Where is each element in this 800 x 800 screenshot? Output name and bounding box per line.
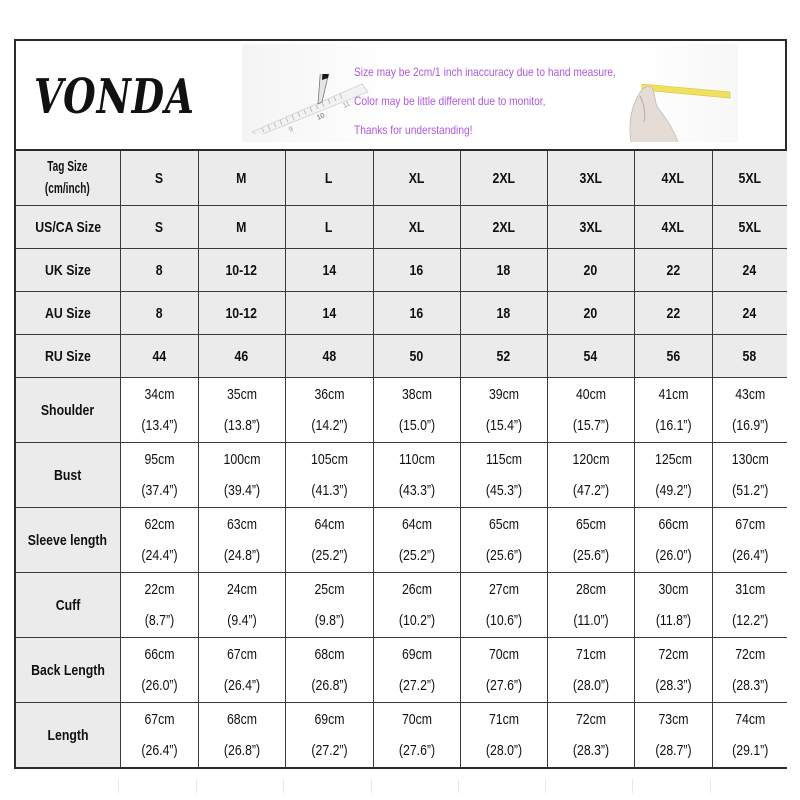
cell: 39cm (15.4”) bbox=[460, 378, 547, 443]
row-label: Length bbox=[16, 703, 120, 768]
cell: 44 bbox=[120, 335, 198, 378]
cell: 2XL bbox=[460, 151, 547, 206]
cell: 68cm (26.8”) bbox=[285, 638, 373, 703]
cell: 10-12 bbox=[198, 292, 285, 335]
cell: 67cm (26.4”) bbox=[120, 703, 198, 768]
cell: 20 bbox=[547, 249, 634, 292]
cell: 64cm (25.2”) bbox=[285, 508, 373, 573]
cell: 73cm (28.7”) bbox=[634, 703, 712, 768]
cell: 16 bbox=[373, 249, 460, 292]
cell: 14 bbox=[285, 292, 373, 335]
cell: 130cm (51.2”) bbox=[712, 443, 787, 508]
cell: 71cm (28.0”) bbox=[460, 703, 547, 768]
row-label: UK Size bbox=[16, 249, 120, 292]
row-ru-size bbox=[16, 335, 787, 378]
banner bbox=[16, 41, 785, 151]
cell: 105cm (41.3”) bbox=[285, 443, 373, 508]
cell: 24 bbox=[712, 292, 787, 335]
cell: 50 bbox=[373, 335, 460, 378]
cell: 72cm (28.3”) bbox=[634, 638, 712, 703]
row-tag-size bbox=[16, 151, 787, 206]
cell: 40cm (15.7”) bbox=[547, 378, 634, 443]
cell: 65cm (25.6”) bbox=[460, 508, 547, 573]
cell: 70cm (27.6”) bbox=[460, 638, 547, 703]
cell: 67cm (26.4”) bbox=[712, 508, 787, 573]
cell: 5XL bbox=[712, 206, 787, 249]
cell: 18 bbox=[460, 292, 547, 335]
size-table bbox=[16, 151, 787, 767]
hand-tape-measure-icon bbox=[622, 58, 734, 142]
cell: 5XL bbox=[712, 151, 787, 206]
cell: 4XL bbox=[634, 206, 712, 249]
cell: L bbox=[285, 151, 373, 206]
brand-logo: VONDA bbox=[34, 69, 195, 125]
cell: 125cm (49.2”) bbox=[634, 443, 712, 508]
cell: 14 bbox=[285, 249, 373, 292]
cell: 20 bbox=[547, 292, 634, 335]
cell: 38cm (15.0”) bbox=[373, 378, 460, 443]
cell: 4XL bbox=[634, 151, 712, 206]
cell: 34cm (13.4”) bbox=[120, 378, 198, 443]
cell: 8 bbox=[120, 249, 198, 292]
row-back-length bbox=[16, 638, 787, 703]
row-label: Shoulder bbox=[16, 378, 120, 443]
cell: S bbox=[120, 206, 198, 249]
cell: 66cm (26.0”) bbox=[634, 508, 712, 573]
disclaimer-notes bbox=[354, 58, 616, 145]
cell: 69cm (27.2”) bbox=[373, 638, 460, 703]
cell: 16 bbox=[373, 292, 460, 335]
row-us-ca-size bbox=[16, 206, 787, 249]
cell: 68cm (26.8”) bbox=[198, 703, 285, 768]
svg-text:10: 10 bbox=[315, 112, 326, 122]
cell: 28cm (11.0”) bbox=[547, 573, 634, 638]
cell: 63cm (24.8”) bbox=[198, 508, 285, 573]
row-cuff bbox=[16, 573, 787, 638]
size-chart bbox=[14, 39, 787, 769]
cell: 31cm (12.2”) bbox=[712, 573, 787, 638]
cell: 8 bbox=[120, 292, 198, 335]
row-label: AU Size bbox=[16, 292, 120, 335]
cell: XL bbox=[373, 151, 460, 206]
cell: 65cm (25.6”) bbox=[547, 508, 634, 573]
banner-art bbox=[242, 44, 738, 142]
cell: 36cm (14.2”) bbox=[285, 378, 373, 443]
cell: 56 bbox=[634, 335, 712, 378]
cell: 100cm (39.4”) bbox=[198, 443, 285, 508]
cell: 70cm (27.6”) bbox=[373, 703, 460, 768]
cell: 22 bbox=[634, 292, 712, 335]
row-shoulder bbox=[16, 378, 787, 443]
note-color: Color may be little different due to monitor, bbox=[354, 94, 546, 108]
row-au-size bbox=[16, 292, 787, 335]
faint-gridline-remnants bbox=[118, 779, 787, 793]
cell: 48 bbox=[285, 335, 373, 378]
cell: 69cm (27.2”) bbox=[285, 703, 373, 768]
cell: 120cm (47.2”) bbox=[547, 443, 634, 508]
row-bust bbox=[16, 443, 787, 508]
cell: 95cm (37.4”) bbox=[120, 443, 198, 508]
cell: 2XL bbox=[460, 206, 547, 249]
cell: 72cm (28.3”) bbox=[547, 703, 634, 768]
cell: 27cm (10.6”) bbox=[460, 573, 547, 638]
row-label: Bust bbox=[16, 443, 120, 508]
cell: 54 bbox=[547, 335, 634, 378]
cell: 110cm (43.3”) bbox=[373, 443, 460, 508]
row-length bbox=[16, 703, 787, 768]
cell: 62cm (24.4”) bbox=[120, 508, 198, 573]
svg-text:9: 9 bbox=[287, 125, 295, 134]
cell: 3XL bbox=[547, 206, 634, 249]
cell: 26cm (10.2”) bbox=[373, 573, 460, 638]
cell: 66cm (26.0”) bbox=[120, 638, 198, 703]
note-measure: Size may be 2cm/1 inch inaccuracy due to hand measure, bbox=[354, 65, 616, 79]
cell: 24cm (9.4”) bbox=[198, 573, 285, 638]
cell: 35cm (13.8”) bbox=[198, 378, 285, 443]
cell: 41cm (16.1”) bbox=[634, 378, 712, 443]
cell: 22 bbox=[634, 249, 712, 292]
row-uk-size bbox=[16, 249, 787, 292]
cell: 52 bbox=[460, 335, 547, 378]
cell: 10-12 bbox=[198, 249, 285, 292]
row-label: US/CA Size bbox=[16, 206, 120, 249]
cell: 71cm (28.0”) bbox=[547, 638, 634, 703]
cell: 72cm (28.3”) bbox=[712, 638, 787, 703]
cell: 115cm (45.3”) bbox=[460, 443, 547, 508]
cell: 30cm (11.8”) bbox=[634, 573, 712, 638]
svg-text:11: 11 bbox=[341, 100, 352, 110]
row-label: Cuff bbox=[16, 573, 120, 638]
cell: 67cm (26.4”) bbox=[198, 638, 285, 703]
row-label: Sleeve length bbox=[16, 508, 120, 573]
row-label: Tag Size (cm/inch) bbox=[16, 151, 120, 206]
cell: S bbox=[120, 151, 198, 206]
cell: 3XL bbox=[547, 151, 634, 206]
row-label: Back Length bbox=[16, 638, 120, 703]
row-label: RU Size bbox=[16, 335, 120, 378]
row-sleeve-length bbox=[16, 508, 787, 573]
cell: 46 bbox=[198, 335, 285, 378]
cell: L bbox=[285, 206, 373, 249]
cell: XL bbox=[373, 206, 460, 249]
cell: M bbox=[198, 151, 285, 206]
cell: 22cm (8.7”) bbox=[120, 573, 198, 638]
cell: 25cm (9.8”) bbox=[285, 573, 373, 638]
note-thanks: Thanks for understanding! bbox=[354, 123, 473, 137]
cell: M bbox=[198, 206, 285, 249]
cell: 43cm (16.9”) bbox=[712, 378, 787, 443]
cell: 58 bbox=[712, 335, 787, 378]
cell: 64cm (25.2”) bbox=[373, 508, 460, 573]
cell: 18 bbox=[460, 249, 547, 292]
cell: 24 bbox=[712, 249, 787, 292]
cell: 74cm (29.1”) bbox=[712, 703, 787, 768]
